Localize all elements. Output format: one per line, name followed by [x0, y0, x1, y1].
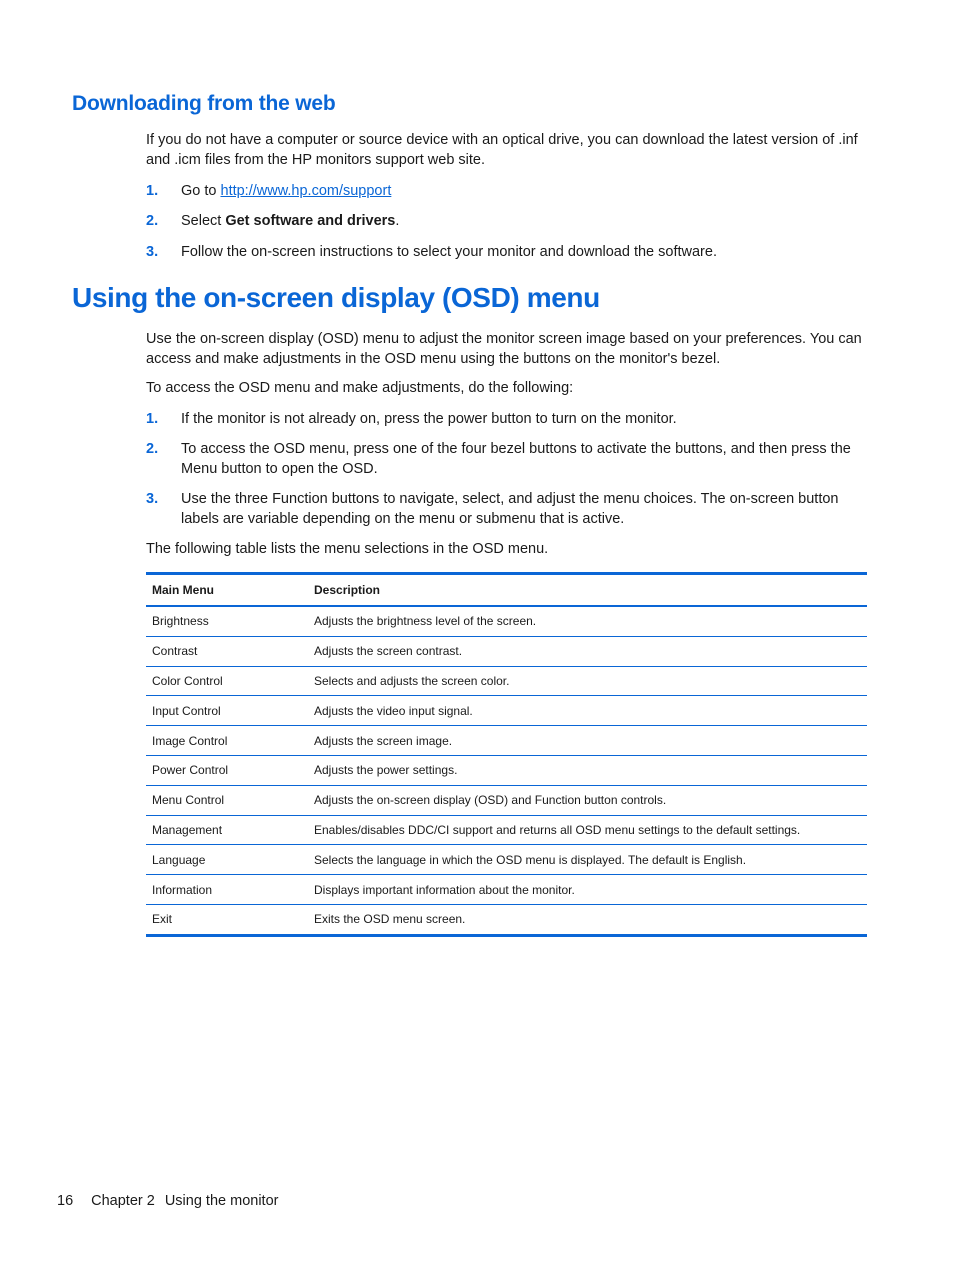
menu-name-cell: Power Control — [146, 755, 308, 785]
table-row — [146, 785, 867, 815]
section-heading-osd: Using the on-screen display (OSD) menu — [72, 282, 600, 313]
menu-description-cell: Adjusts the screen contrast. — [308, 636, 867, 666]
table-lead-paragraph: The following table lists the menu selections in the OSD menu. — [146, 541, 549, 557]
step-text: Follow the on-screen instructions to select your monitor and download the software. — [181, 244, 717, 260]
menu-description-cell: Displays important information about the monitor. — [308, 875, 867, 905]
column-header-main-menu: Main Menu — [146, 574, 308, 607]
table-row — [146, 904, 867, 935]
step-number: 2. — [146, 441, 159, 457]
menu-description-cell: Exits the OSD menu screen. — [314, 912, 466, 927]
osd-lead-paragraph: To access the OSD menu and make adjustments, do the following: — [146, 380, 574, 396]
menu-name-cell: Input Control — [146, 696, 308, 726]
step-number: 3. — [146, 491, 159, 507]
table-row — [146, 666, 867, 696]
table-row — [146, 875, 867, 905]
menu-description-cell: Selects the language in which the OSD menu is displayed. The default is English. — [308, 845, 867, 875]
osd-intro-paragraph: Use the on-screen display (OSD) menu to adjust the monitor screen image based on your preferences. You can access and make adjustments in the OSD menu using the buttons on the monitor's bezel. — [146, 331, 862, 367]
menu-name-cell: Image Control — [146, 726, 308, 756]
menu-name-cell: Management — [146, 815, 308, 845]
menu-name-cell: Contrast — [146, 636, 308, 666]
page-number: 16 — [57, 1193, 74, 1209]
hp-support-link[interactable]: http://www.hp.com/support — [220, 183, 392, 199]
chapter-title: Using the monitor — [164, 1193, 279, 1209]
step-text: Use the three Function buttons to navigate, select, and adjust the menu choices. The on-screen button labels are variable depending on the menu or submenu that is active. — [181, 491, 839, 527]
step-number: 1. — [146, 411, 159, 427]
step-text: If the monitor is not already on, press the power button to turn on the monitor. — [181, 411, 677, 427]
menu-name-cell: Brightness — [146, 606, 308, 636]
table-row — [146, 606, 867, 636]
menu-description-cell: Enables/disables DDC/CI support and returns all OSD menu settings to the default settings. — [308, 815, 867, 845]
menu-name-cell: Color Control — [146, 666, 308, 696]
menu-name-cell: Language — [146, 845, 308, 875]
menu-description-cell: Adjusts the video input signal. — [308, 696, 867, 726]
step-number: 2. — [146, 213, 159, 229]
table-row — [146, 755, 867, 785]
menu-description-cell: Adjusts the on-screen display (OSD) and Function button controls. — [308, 785, 867, 815]
bold-option-label: Get software and drivers — [225, 213, 396, 229]
step-text: Go to http://www.hp.com/support — [181, 183, 392, 199]
menu-description-cell: Adjusts the screen image. — [308, 726, 867, 756]
table-row — [146, 696, 867, 726]
table-row — [146, 636, 867, 666]
section-heading-downloading: Downloading from the web — [72, 92, 336, 115]
table-row — [146, 726, 867, 756]
table-row — [146, 815, 867, 845]
menu-description-cell: Adjusts the brightness level of the screen. — [308, 606, 867, 636]
web-intro-paragraph: If you do not have a computer or source device with an optical drive, you can download the latest version of .inf and .icm files from the HP monitors support web site. — [146, 132, 858, 168]
table-row — [146, 845, 867, 875]
menu-description-cell: Selects and adjusts the screen color. — [308, 666, 867, 696]
osd-menu-table — [146, 572, 867, 937]
step-text: To access the OSD menu, press one of the four bezel buttons to activate the buttons, and then press the Menu button to open the OSD. — [181, 441, 851, 477]
menu-name-cell: Menu Control — [146, 785, 308, 815]
menu-name-cell: Exit — [152, 912, 173, 927]
step-number: 1. — [146, 183, 159, 199]
step-text: Select Get software and drivers. — [181, 213, 400, 229]
chapter-label: Chapter 2 — [91, 1193, 155, 1209]
page-footer — [57, 1193, 296, 1209]
menu-description-cell: Adjusts the power settings. — [308, 755, 867, 785]
column-header-description: Description — [308, 574, 867, 607]
table-header-row — [146, 574, 867, 607]
step-number: 3. — [146, 244, 159, 260]
menu-name-cell: Information — [146, 875, 308, 905]
